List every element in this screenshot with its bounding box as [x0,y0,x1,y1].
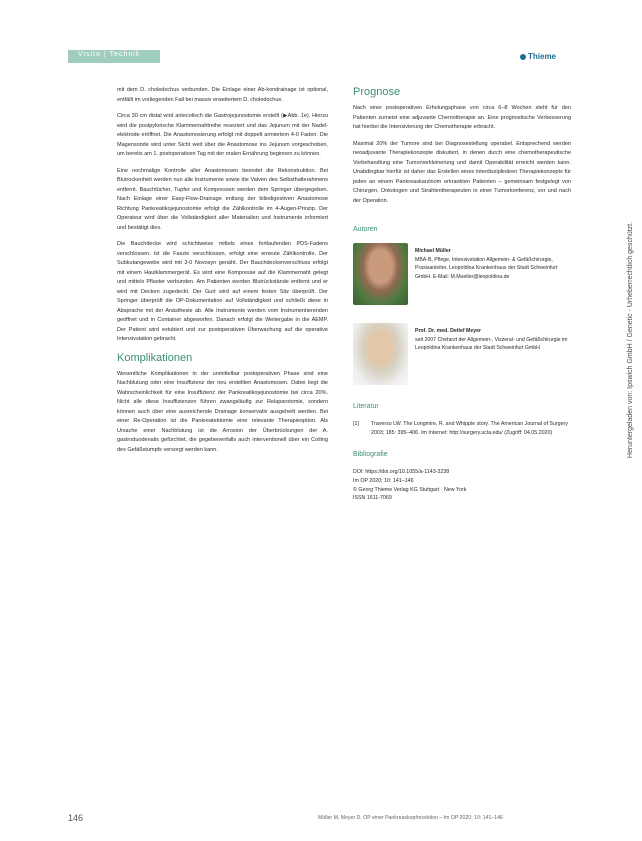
author-text [415,327,571,353]
paragraph: Circa 30 cm distal wird antecolisch die Gastrojejunostomie erstellt (▶Abb. 1e). Hierzu wird die postpylorische Klammernahtreihe reseziert und das Jejunum mit der Nadel-elektrode eröffnet. Die Anastomosierung erfolgt mit doppelt armiertem 4-0 Faden. Die Magensonde wird unter Sicht weit über die Anastomose ins Jejunum vorgeschoben, um bereits am 1. postoperativen Tag mit der oralen Ernährung beginnen zu können. [117,113,328,157]
author-photo [353,243,408,305]
paragraph: Eine nochmalige Kontrolle aller Anastomosen beendet die Rekonstruktion. Bei Blutrockenheit werden nun alle Instrumente sowie die Valven des Selbsthalterahmens entfernt. Bauchtücher, Tupfer und Kompressen werden dem Springer übergegeben. Nach Einlage einer Easy-Flow-Drainage entlang der biliodigestiven Anastomose Richtung Pankreatikojejunostomie erfolgt die Zählkontrolle im 4-Augen-Prinzip. Der Operateur wird über die Vollständigkeit aller Materialien und Instrumente informiert und bestätigt dies. [117,167,328,231]
paragraph: mit dem D. choledochus verbunden. Die Einlage einer Ab-kondrainage ist optional, entfällt im vorliegenden Fall bei massiv erweitertem D. choledochus. [117,87,328,103]
paragraph: Maximal 20% der Tumore sind bei Diagnosestellung operabel. Entsprechend werden neoadjuvante Therapiekonzepte diskutiert, in denen durch eine chemotherapeutische Vorbehandlung eine Tumorverkleinerung und damit Operabilität erreicht werden kann. Unabdingbar hierfür ist daher das Erstellen eines interdisziplinären Therapiekonzepts für jeden an einem Pankreaskarzinom erkrankten Patienten – gemeinsam festgelegt von Chirurgen, Onkologen und Strahlentherapeuten in einer Tumorkonferenz, vor und nach der Operation. [353,140,571,204]
heading-komplikationen: Komplikationen [117,351,193,364]
paragraph: Die Bauchdecke wird schichtweise mittels eines fortlaufenden PDS-Fadens verschlossen. Ist die Faszie verschlossen, erfolgt eine erneute Zählkontrolle. Der Subkutangewebe wird mit 3-0 Novosyn genäht. Der Bauchdeckenverschluss erfolgt mit einem Hautklammergerät. Es wird eine Kompresse auf die Klammernaht gelegt und mittels Pflaster verbunden. Am Patienten werden Blutrückstände entfernt und er wird mit Decken zugedeckt. Der Gurt wird auf einem festen Sitz überprüft. Der Springer überprüft die OP-Dokumentation auf Vollständigkeit und schließt diese in Absprache mit der Anästhesie ab. Alle Instrumente werden vom Instrumentierenden geöffnet und in Container abgeworfen. Danach erfolgt die Weitergabe in die AEMP. Der Patient wird extubiert und zur postoperativen Überwachung auf die operative Intensivstation gebracht. [117,241,328,342]
author-photo [353,323,408,385]
section-label: Visite | Technik [78,51,141,58]
author-block [353,243,571,313]
publisher-logo [520,52,556,61]
logo-text: Thieme [528,52,557,61]
reference-number: [1] [353,421,359,427]
author-description: MBA-B, Pflege, Intensivstation Allgemein- & Gefäßchirurgie, Praxisanleiter, Leopoldina Krankenhaus der Stadt Schweinfurt GmbH. E-Mail: M.Mueller@leopoldina.de [415,256,558,280]
paragraph: Nach einer postoperativen Erholungsphase von circa 6–8 Wochen steht für den Patienten zumeist eine adjuvante Chemotherapie an. Eine prognostische Verbesserung hat hierbei die Intensivierung der Chemotherapie erbracht. [353,105,571,130]
bibliography-line: ISSN 1611-7069 [353,495,392,502]
bibliography-line: Im OP 2020; 10: 141–146 [353,477,414,484]
heading-prognose: Prognose [353,86,401,98]
section-header-band [68,50,160,63]
heading-bibliografie: Bibliografie [353,451,388,458]
right-column [353,80,571,503]
footer-citation: Müller M, Meyer D. OP einer Pankreaskopfresektion – Im OP 2020; 10: 141–146 [318,815,503,821]
heading-autoren: Autoren [353,226,378,233]
bibliography [353,468,571,503]
bibliography-line: © Georg Thieme Verlag KG Stuttgart · New York [353,486,467,493]
page-footer [0,813,642,827]
author-name: Prof. Dr. med. Detlef Meyer [415,328,482,334]
download-note-text: Heruntergeladen von: Ipswich GmbH / Genetic - Urheberrechtlich geschützt. [627,221,634,459]
author-block [353,323,571,393]
download-note [627,90,636,590]
author-text [415,247,571,281]
logo-icon [520,54,526,60]
page-number: 146 [68,813,84,823]
heading-literatur: Literatur [353,403,379,410]
reference-text: Traverso LW. The Longmire, R. and Whipple story. The American Journal of Surgery 2003; 185: 395–406. Im Internet: http://surgery.ucla.edu/ (Zugriff: 04.05.2020) [371,421,568,436]
left-column [117,86,328,462]
doi-link[interactable]: DOI: https://doi.org/10.1055/a-1143-3238 [353,469,450,475]
paragraph: Wesentliche Komplikationen in der unmittelbar postoperativen Phase sind eine Nachblutung oder eine Insuffizienz der neu erstellten Anastomosen. Dabei liegt die Wahrscheinlichkeit für eine Insuffizienz der Pankreatikojejunostomie bei circa 20%. Nicht alle diese Insuffizienzen führen zwangsläufig zur Relaparotomie, sondern können auch über eine ausreichende Drainage konservativ ausgeheilt werden. Bei einer Re-Operation ist die Pankreatektomie eine relevante Therapieoption. Als Ursache einer Nachblutung ist die Arrosion der Überbrückungen der A. gastroduodenalis gefürchtet, die gegebenenfalls auch interventionell über ein Coiling des Gefäßstumpfs versorgt werden kann. [117,370,328,453]
author-description: seit 2007 Chefarzt der Allgemein-, Viszeral- und Gefäßchirurgie im Leopoldina Krankenhaus der Stadt Schweinfurt GmbH [415,336,568,351]
reference-item [353,420,571,437]
author-name: Michael Müller [415,248,451,254]
